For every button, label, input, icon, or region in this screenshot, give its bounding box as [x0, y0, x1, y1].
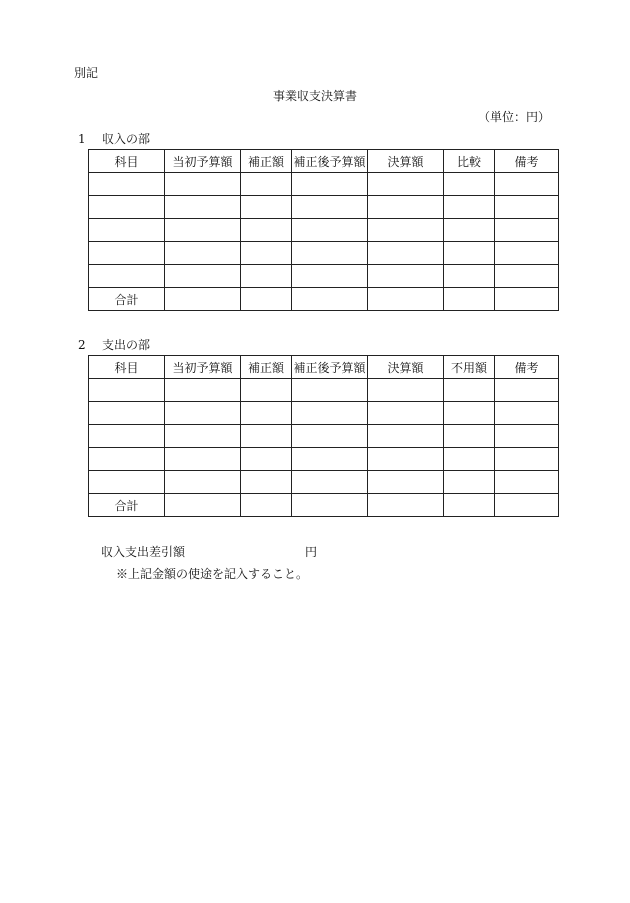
table-cell[interactable] [241, 471, 292, 494]
table-cell[interactable] [495, 379, 559, 402]
difference-label: 収入支出差引額 [101, 545, 186, 559]
expense-col-adjustment: 補正額 [241, 356, 292, 379]
usage-note: ※上記金額の使途を記入すること。 [116, 567, 309, 581]
table-cell[interactable] [495, 242, 559, 265]
table-cell[interactable] [444, 219, 495, 242]
expense-section-number: 2 [78, 338, 86, 352]
income-section-title: 収入の部 [102, 132, 151, 146]
table-cell[interactable] [444, 471, 495, 494]
table-cell[interactable] [241, 219, 292, 242]
table-row [89, 265, 559, 288]
table-cell[interactable] [495, 448, 559, 471]
table-row [89, 425, 559, 448]
table-cell[interactable] [89, 379, 165, 402]
expense-total-label: 合計 [89, 494, 165, 517]
income-col-adjustment: 補正額 [241, 150, 292, 173]
expense-col-revised-budget: 補正後予算額 [292, 356, 368, 379]
table-cell[interactable] [241, 494, 292, 517]
expense-col-initial-budget: 当初予算額 [165, 356, 241, 379]
table-cell[interactable] [368, 242, 444, 265]
table-cell[interactable] [495, 471, 559, 494]
table-cell[interactable] [165, 402, 241, 425]
table-cell[interactable] [292, 288, 368, 311]
table-cell[interactable] [241, 448, 292, 471]
table-cell[interactable] [444, 448, 495, 471]
table-row [89, 196, 559, 219]
table-cell[interactable] [241, 196, 292, 219]
table-cell[interactable] [241, 379, 292, 402]
table-row [89, 471, 559, 494]
table-cell[interactable] [368, 173, 444, 196]
table-cell[interactable] [292, 402, 368, 425]
table-cell[interactable] [165, 242, 241, 265]
table-cell[interactable] [444, 494, 495, 517]
table-cell[interactable] [444, 196, 495, 219]
table-cell[interactable] [444, 242, 495, 265]
table-cell[interactable] [444, 425, 495, 448]
table-cell[interactable] [292, 196, 368, 219]
table-cell[interactable] [292, 494, 368, 517]
table-row [89, 402, 559, 425]
difference-unit: 円 [305, 545, 318, 559]
income-total-label: 合計 [89, 288, 165, 311]
table-cell[interactable] [241, 288, 292, 311]
table-cell[interactable] [368, 288, 444, 311]
table-cell[interactable] [368, 196, 444, 219]
table-cell[interactable] [165, 425, 241, 448]
table-cell[interactable] [368, 402, 444, 425]
table-cell[interactable] [368, 471, 444, 494]
income-table [88, 149, 559, 311]
expense-section-title: 支出の部 [102, 338, 151, 352]
table-cell[interactable] [292, 173, 368, 196]
table-cell[interactable] [495, 494, 559, 517]
expense-col-settlement: 決算額 [368, 356, 444, 379]
table-cell[interactable] [241, 173, 292, 196]
expense-header-row [89, 356, 559, 379]
table-cell[interactable] [89, 425, 165, 448]
income-header-row [89, 150, 559, 173]
table-cell[interactable] [495, 173, 559, 196]
table-row [89, 173, 559, 196]
table-cell[interactable] [89, 265, 165, 288]
table-cell[interactable] [368, 494, 444, 517]
expense-col-subject: 科目 [89, 356, 165, 379]
table-cell[interactable] [444, 379, 495, 402]
table-cell[interactable] [292, 219, 368, 242]
table-cell[interactable] [89, 242, 165, 265]
table-cell[interactable] [444, 402, 495, 425]
income-col-settlement: 決算額 [368, 150, 444, 173]
income-col-subject: 科目 [89, 150, 165, 173]
table-cell[interactable] [368, 265, 444, 288]
table-cell[interactable] [165, 219, 241, 242]
table-cell[interactable] [165, 448, 241, 471]
table-row [89, 379, 559, 402]
table-cell[interactable] [165, 173, 241, 196]
table-cell[interactable] [292, 425, 368, 448]
table-cell[interactable] [165, 494, 241, 517]
table-cell[interactable] [368, 379, 444, 402]
table-cell[interactable] [292, 471, 368, 494]
table-cell[interactable] [495, 219, 559, 242]
table-cell[interactable] [89, 173, 165, 196]
table-cell[interactable] [89, 448, 165, 471]
table-cell[interactable] [292, 379, 368, 402]
table-cell[interactable] [241, 242, 292, 265]
table-cell[interactable] [292, 448, 368, 471]
income-section-heading [78, 130, 150, 147]
annex-label: 別記 [74, 66, 99, 80]
document-title: 事業収支決算書 [272, 89, 357, 103]
table-cell[interactable] [368, 219, 444, 242]
table-cell[interactable] [89, 196, 165, 219]
expense-section-heading [78, 336, 150, 353]
table-cell[interactable] [495, 288, 559, 311]
table-cell[interactable] [292, 242, 368, 265]
table-cell[interactable] [89, 219, 165, 242]
table-row [89, 448, 559, 471]
table-cell[interactable] [368, 425, 444, 448]
table-cell[interactable] [165, 471, 241, 494]
table-cell[interactable] [89, 402, 165, 425]
expense-col-unused: 不用額 [444, 356, 495, 379]
expense-total-row [89, 494, 559, 517]
table-cell[interactable] [368, 448, 444, 471]
income-total-row [89, 288, 559, 311]
table-cell[interactable] [165, 265, 241, 288]
table-cell[interactable] [292, 265, 368, 288]
income-col-comparison: 比較 [444, 150, 495, 173]
table-cell[interactable] [444, 173, 495, 196]
table-cell[interactable] [241, 402, 292, 425]
income-col-remarks: 備考 [495, 150, 559, 173]
table-cell[interactable] [165, 288, 241, 311]
income-section-number: 1 [78, 132, 86, 146]
table-cell[interactable] [165, 379, 241, 402]
table-cell[interactable] [241, 425, 292, 448]
table-cell[interactable] [241, 265, 292, 288]
table-cell[interactable] [165, 196, 241, 219]
income-col-initial-budget: 当初予算額 [165, 150, 241, 173]
income-col-revised-budget: 補正後予算額 [292, 150, 368, 173]
table-cell[interactable] [495, 265, 559, 288]
table-cell[interactable] [495, 402, 559, 425]
table-row [89, 219, 559, 242]
expense-col-remarks: 備考 [495, 356, 559, 379]
difference-line [101, 543, 317, 560]
table-cell[interactable] [444, 265, 495, 288]
unit-label: （単位：円） [477, 110, 550, 124]
table-cell[interactable] [444, 288, 495, 311]
table-cell[interactable] [89, 471, 165, 494]
table-cell[interactable] [495, 196, 559, 219]
table-row [89, 242, 559, 265]
expense-table [88, 355, 559, 517]
table-cell[interactable] [495, 425, 559, 448]
